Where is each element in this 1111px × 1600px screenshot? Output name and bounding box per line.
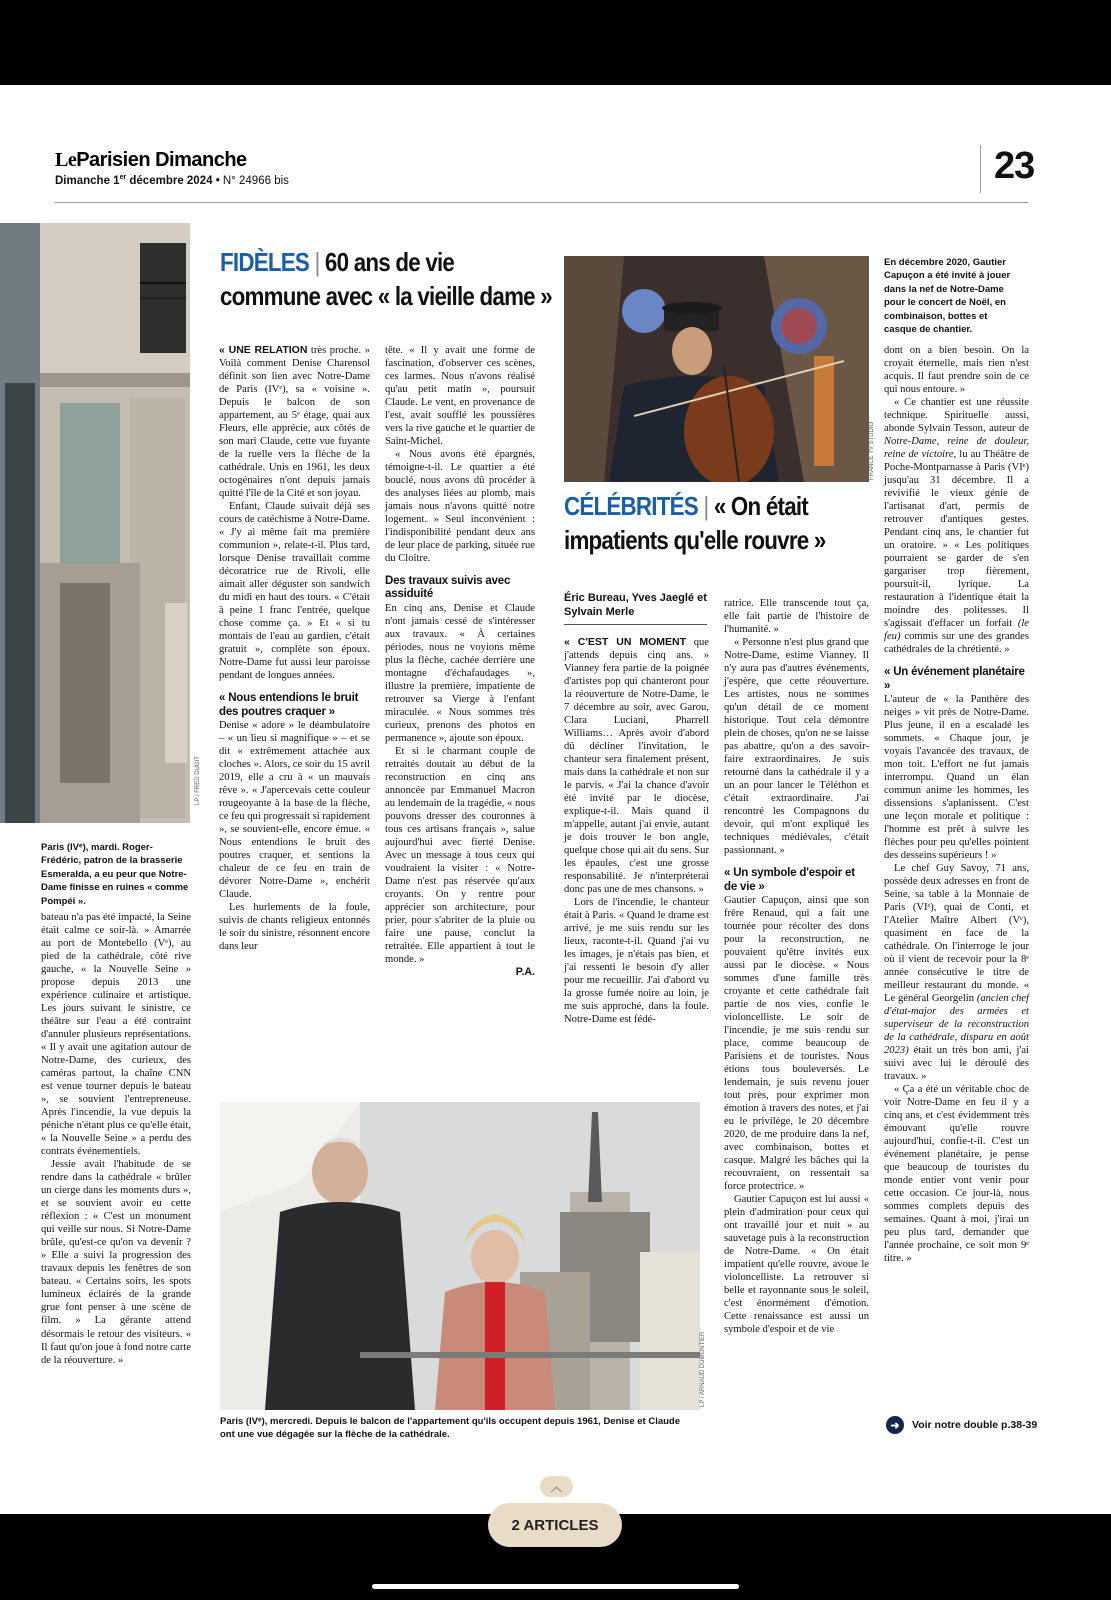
article1-signature: P.A.: [515, 966, 535, 979]
photo1-credit: LP / FRED DUGIT: [195, 756, 201, 805]
photo3-caption: Paris (IVᵉ), mercredi. Depuis le balcon de l'appartement qu'ils occupent depuis 1961, Denise et Claude ont une vue dégagée sur la flèche de la cathédrale.: [220, 1416, 681, 1441]
viewer-top-bar: [0, 0, 1111, 85]
photo-cellist: [564, 256, 869, 482]
photo3-credit: LP / ARNAUD DUMONTIER: [700, 1331, 706, 1407]
byline-rule: [564, 624, 707, 625]
photo2-credit: FRANCE TV STUDIO: [869, 421, 875, 480]
article1-column-1: « UNE RELATION très proche. » Voilà comment Denise Charensol définit son lien avec Notre-Dame de Paris (IVᵉ), sa « voisine ». Depuis le balcon de son appartement, au 5ᵉ étage, quai aux Fleurs, elle apprécie, aux côtés de son mari Claude, cette vue fuyante de la ruelle vers la flèche de la cathédrale. Unis en 1961, les deux octogénaires n'ont depuis jamais quitté l'île de la Cité et son joyau. Enfant, Claude suivait déjà ses cours de catéchisme à Notre-Dame. « J'y ai même fait ma première communion », relate-t-il. Plus tard, lorsque Denise travaillait comme décoratrice rue de Rivoli, elle aimait aller déguster son sandwich du midi en haut des tours. « C'était à peine 1 franc l'entrée, quelque chose comme ça. » Et « si tu montais de l'eau au gardien, c'était gratuit », complète son époux. Notre-Dame fut aussi leur paroisse pendant de longues années. « Nous entendions le bruit des poutres craquer » Denise « adore » le déambulatoire – « un lieu si magnifique » – et se dit « extrêmement attachée aux cloches ». Alors, ce soir du 15 avril 2019, elle a cru à « un mauvais rêve ». « J'apercevais cette couleur rougeoyante à la base de la flèche, ce feu qui progressait si rapidement », se souvient-elle, encore émue. « Nous entendions le bruit des poutres craquer, et sentions la chaleur de ce feu en train de dévorer Notre-Dame », enchérit Claude. Les hurlements de la foule, suivis de chants religieux entonnés le soir du sinistre, résonnent encore dans leur: [219, 344, 370, 953]
brand-logo: LeParisien Dimanche: [55, 149, 247, 171]
article2-byline: Éric Bureau, Yves Jaeglé et Sylvain Merle: [564, 592, 707, 618]
article1-column-2: tête. « Il y avait une forme de fascination, d'observer ces scènes, ces larmes. Nous n'avons réalisé qu'au petit matin », poursuit Claude. Le vent, en provenance de l'est, avait soufflé les poussières vers la rive gauche et le quartier de Saint-Michel. « Nous avons été épargnés, témoigne-t-il. Le quartier a été bouclé, nous avons dû procéder à des analyses liées au plomb, mais jamais nous n'avons quitté notre logement. » Seul inconvénient : l'indisponibilité pendant deux ans de leur place de parking, située rue du Cloître. Des travaux suivis avec assiduité En cinq ans, Denise et Claude n'ont jamais cessé de s'intéresser aux travaux. « À certaines périodes, nous ne voyions même plus la flèche, cachée derrière une montagne d'échafaudages », illustre la première, impatiente de retrouver sa Vierge à l'enfant miraculée. « Nous sommes très curieux, prenons des photos en permanence », ajoute son époux. Et si le charmant couple de retraités doutait au début de la reconstruction en cinq ans annoncée par Emmanuel Macron au lendemain de la tragédie, « nous pouvons dresser des couronnes à tous ces artisans français », salue aujourd'hui avec fierté Denise. Avec un message à tous ceux qui voudraient la visiter : « Notre-Dame n'est pas réservée qu'aux croyants. On y rentre pour apprécier son architecture, pour prier, pour s'abriter de la pluie ou faire une pause, conclut la retraitée. Elle appartient à tout le monde. » P.A.: [385, 345, 535, 979]
article1-headline: FIDÈLES | 60 ans de vie commune avec « la vieille dame »: [220, 247, 552, 312]
photo1-caption: Paris (IVᵉ), mardi. Roger-Frédéric, patron de la brasserie Esmeralda, a eu peur que Notre-Dame finisse en ruines « comme Pompéi ».: [41, 842, 189, 907]
articles-button[interactable]: 2 ARTICLES: [488, 1503, 622, 1547]
home-indicator[interactable]: [372, 1584, 739, 1589]
article1-subhead-2: Des travaux suivis avec assiduité: [385, 575, 511, 601]
arrow-right-icon: ➜: [886, 1416, 904, 1434]
article2-column-1: « C'EST UN MOMENT que j'attends depuis cinq ans. » Vianney fera partie de la poignée d'artistes pop qui chanteront pour la réouverture de Notre-Dame, le 7 décembre au soir, avec Garou, Clara Luciani, Pharrell Williams… Après avoir d'abord dû décliner l'invitation, le chanteur sera finalement présent, mais dans la cathédrale et non sur le parvis. « J'ai la chance d'avoir été invité par le diocèse, explique-t-il. Mais quand il m'appelle, autant j'ai envie, autant je dois trouver le bon angle, quelque chose qui ait du sens. Sur les épaules, c'est une grosse responsabilité. Je n'interpréterai donc pas une de mes chansons. » Lors de l'incendie, le chanteur était à Paris. « Quand le drame est arrivé, je me suis rendu sur les lieux, raconte-t-il. Quand j'ai vu les images, je n'étais pas bien, et j'ai ressenti le besoin d'y aller pour me recueillir. J'ai d'abord vu la grosse fumée noire au loin, je me suis approché, dans la foule. Notre-Dame est fédé-: [564, 636, 709, 1026]
issue-line: Dimanche 1er décembre 2024 • N° 24966 bis: [55, 174, 289, 187]
left-column: bateau n'a pas été impacté, la Seine était calme ce soir-là. » Amarrée au port de Montebello (Vᵉ), au pied de la cathédrale, côté rive gauche, « la Nouvelle Seine » propose depuis 2013 une expérience culinaire et artistique. Les jours suivant le sinistre, ce théâtre sur l'eau a été contraint d'annuler plusieurs représentations. « Il y avait une agitation autour de Notre-Dame, des curieux, des caméras partout, la chaîne CNN est venue tourner depuis le bateau », se souvient l'entrepreneuse. Après l'incendie, la vue depuis la péniche n'étant plus ce qu'elle était, « la Nouvelle Seine » a perdu des contrats événementiels. Jessie avait l'habitude de se rendre dans la cathédrale « brûler un cierge dans les moments durs », et se souvient avoir eu cette réflexion : « C'est un monument qui veille sur nous. Si Notre-Dame brûle, qu'est-ce qu'on va devenir ? » Elle a suivi la progression des travaux depuis les fenêtres de son bateau. « Certains soirs, les spots lumineux éclairés de la grande grue font penser à une scène de film. » La gérante attend désormais le retour des visiteurs. « Il faut qu'on joue à fond notre carte de la réouverture. »: [41, 912, 191, 1366]
cellist-illustration: [564, 256, 869, 482]
chevron-up-icon: ︿: [550, 1480, 563, 1494]
photo-couple-balcony: [220, 1102, 700, 1410]
facade-illustration: [0, 223, 190, 823]
photo-brasserie-facade: [0, 223, 190, 823]
page-number-divider: [980, 145, 981, 193]
article2-column-2: ratrice. Elle transcende tout ça, elle fait partie de l'histoire de l'humanité. » « Personne n'est plus grand que Notre-Dame, estime Vianney. Il n'y aura pas d'autres événements, j'espère, que cette réouverture. Les artistes, nous ne sommes qu'un détail de ce moment historique. Tout cela démontre plein de choses, qu'on ne se laisse pas abattre, qu'on a des savoir-faire extraordinaires. Je suis retourné dans la cathédrale il y a un an pour lancer le Téléthon et c'était extraordinaire. J'ai rencontré les Compagnons du devoir, qui m'ont expliqué les techniques médiévales, c'était passionnant. » « Un symbole d'espoir et de vie » Gautier Capuçon, ainsi que son frère Renaud, qui a fait une tournée pour récolter des dons pour la reconstruction, ne pouvaient qu'être invités eux aussi par le diocèse. « Nous sommes d'une famille très croyante et cette cathédrale fait partie de nos vies, confie le violoncelliste. Le soir de l'incendie, je me suis rendu sur place, comme beaucoup de Parisiens et de touristes. Nous étions tous bouleversés. Le lendemain, je suis revenu jouer tout près, pour exprimer mon émotion à travers des notes, et j'ai eu le privilège, le 20 décembre 2020, de me produire dans la nef, avec combinaison, bottes et casque. Malgré les bâches qui la recouvraient, on ressentait sa force protectrice. » Gautier Capuçon est lui aussi « plein d'admiration pour ceux qui ont travaillé jour et nuit » au sauvetage puis à la reconstruction de Notre-Dame. « On était impatient qu'elle rouvre, avoue le violoncelliste. La retrouver si belle et rayonnante sous le soleil, c'est énormément d'émotion. Cette renaissance est aussi un symbole d'espoir et de vie: [724, 598, 869, 1336]
header-rule: [55, 202, 1028, 203]
newspaper-page: [0, 85, 1111, 1514]
masthead: [55, 149, 289, 187]
article1-subhead-1: « Nous entendions le bruit des poutres craquer »: [219, 692, 359, 718]
see-more-link[interactable]: ➜ Voir notre double p.38-39: [886, 1416, 1037, 1434]
couple-illustration: [220, 1102, 700, 1410]
article2-kicker: CÉLÉBRITÉS: [564, 491, 698, 521]
article2-subhead-2: « Un événement planétaire »: [884, 666, 1025, 692]
article2-column-3: dont on a bien besoin. On la croyait éternelle, mais rien n'est acquis. Il faut prendre soin de ce qui nous entoure. » « Ce chantier est une réussite technique. Spirituelle aussi, abonde Sylvain Tesson, auteur de Notre-Dame, reine de douleur, reine de victoire, lu au Théâtre de Poche-Montparnasse à Paris (VIᵉ) jusqu'au 31 décembre. Il a revivifié le vieux génie de l'artisanat d'art, permis de retrouver d'antiques gestes. Pendant cinq ans, le chantier fut un oratoire. » « Les politiques pourraient se garder de s'en gargariser trop fièrement, poursuit-il, lyrique. La restauration à l'identique était la moindre des politesses. Il s'agissait d'effacer un forfait (le feu) commis sur une des grandes cathédrales de la chrétienté. » « Un événement planétaire » L'auteur de « la Panthère des neiges » vit près de Notre-Dame. Plus jeune, il en a escaladé les sommets. « Chaque jour, je voyais l'avancée des travaux, de mon toit. L'effort ne fut jamais interrompu. Quand un élan commun anime les hommes, les dissensions s'aplanissent. C'est une leçon morale et politique : l'homme est prêt à suivre les flèches pour peu qu'elles pointent des desseins supérieurs ! » Le chef Guy Savoy, 71 ans, possède deux adresses en front de Seine, sa table à la Monnaie de Paris (VIᵉ), quai de Conti, et l'Atelier Maître Albert (Vᵉ), quasiment en face de la cathédrale. On l'interroge le jour où il vient de recevoir pour la 8ᵉ année consécutive le titre de meilleur restaurant du monde. « Le général Georgelin (ancien chef d'état-major des armées et superviseur de la reconstruction de la cathédrale, disparu en août 2023) était un très bon ami, j'ai suivi avec lui le déroulé des travaux. » « Ça a été un véritable choc de voir Notre-Dame en feu il y a cinq ans, et c'est évidemment très émouvant qu'elle rouvre aujourd'hui, confie-t-il. C'est un événement planétaire, je pense que beaucoup de touristes du monde entier vont venir pour cette occasion. Ce jour-là, nous sommes complets depuis des semaines. Quant à moi, j'irai un peu plus tard, demander que l'année prochaine, ce soit mon 9ᵉ titre. »: [884, 345, 1029, 1265]
collapse-button[interactable]: [540, 1476, 573, 1497]
article2-headline: CÉLÉBRITÉS | « On était impatients qu'elle rouvre »: [564, 491, 826, 556]
article2-subhead-1: « Un symbole d'espoir et de vie »: [724, 867, 855, 893]
article1-kicker: FIDÈLES: [220, 247, 310, 277]
photo2-caption: En décembre 2020, Gautier Capuçon a été invité à jouer dans la nef de Notre-Dame pour le concert de Noël, en combinaison, bottes et casque de chantier.: [884, 257, 1011, 336]
page-number: 23: [994, 145, 1035, 187]
